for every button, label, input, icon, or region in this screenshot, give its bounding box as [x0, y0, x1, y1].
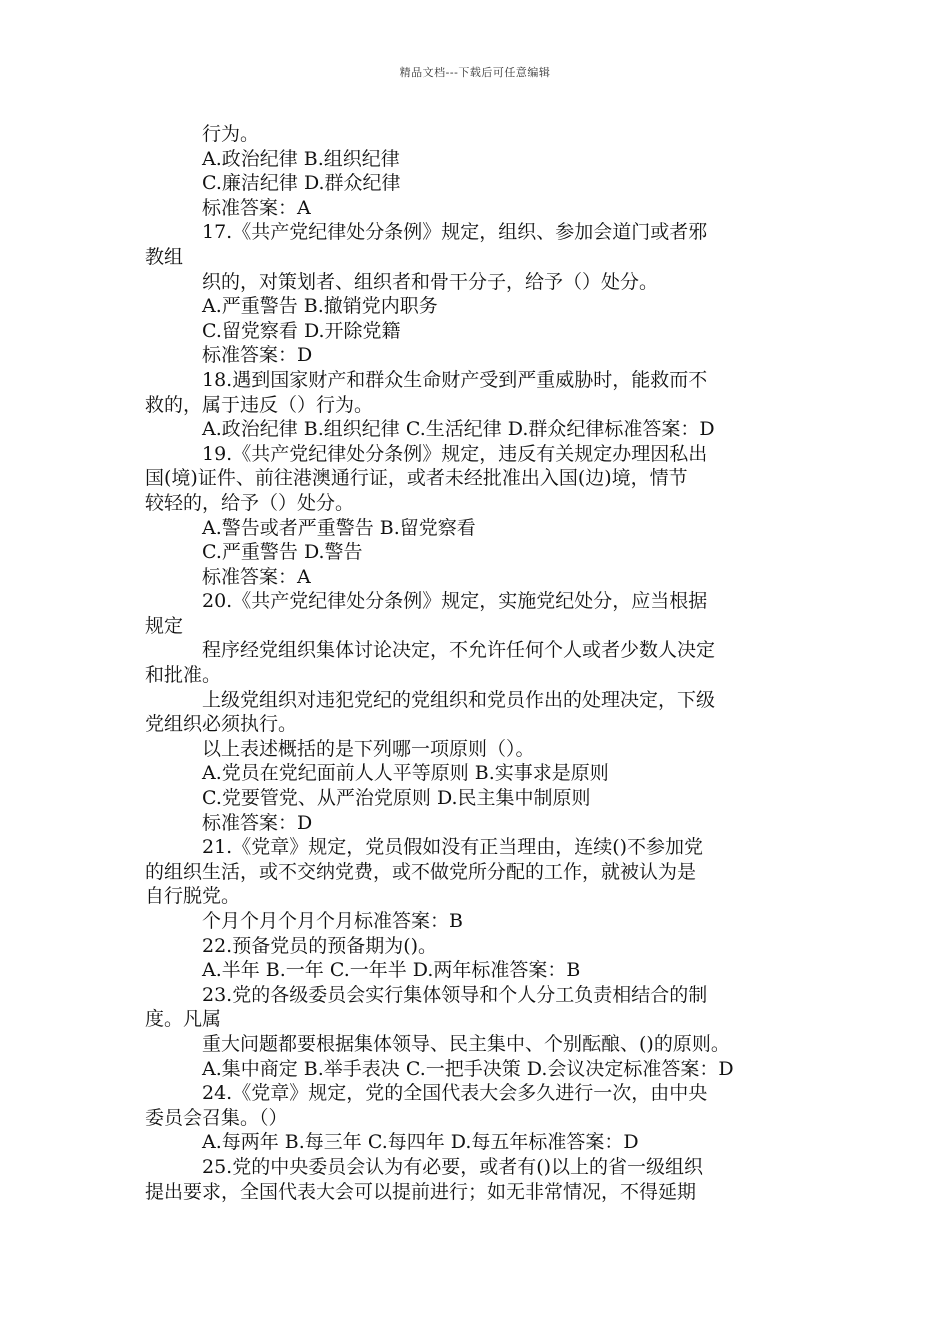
text-line: C.廉洁纪律 D.群众纪律: [202, 172, 401, 195]
text-line: C.党要管党、从严治党原则 D.民主集中制原则: [202, 787, 591, 810]
text-line: 委员会召集。（）: [145, 1106, 288, 1129]
text-line: 行为。: [202, 123, 260, 145]
text-line: 标准答案：D: [202, 811, 313, 834]
text-line: 救的，属于违反（）行为。: [145, 393, 374, 416]
text-line: 程序经党组织集体讨论决定，不允许任何个人或者少数人决定: [202, 639, 716, 662]
text-line: 织的，对策划者、组织者和骨干分子，给予（）处分。: [202, 270, 659, 293]
text-line: 标准答案：A: [202, 196, 311, 219]
text-line: 自行脱党。: [145, 885, 241, 908]
text-line: 和批准。: [145, 664, 222, 687]
document-body: [145, 122, 810, 1204]
text-line: A.政治纪律 B.组织纪律: [202, 147, 400, 170]
text-line: 22.预备党员的预备期为()。: [202, 934, 438, 957]
text-line: A.党员在党纪面前人人平等原则 B.实事求是原则: [202, 762, 609, 785]
text-line: 25.党的中央委员会认为有必要，或者有()以上的省一级组织: [202, 1155, 704, 1178]
text-line: A.警告或者严重警告 B.留党察看: [202, 516, 476, 539]
text-line: A.政治纪律 B.组织纪律 C.生活纪律 D.群众纪律标准答案：D: [202, 418, 715, 441]
text-line: A.每两年 B.每三年 C.每四年 D.每五年标准答案：D: [202, 1131, 639, 1154]
text-line: 以上表述概括的是下列哪一项原则（）。: [202, 737, 535, 760]
text-line: 标准答案：A: [202, 565, 311, 588]
text-line: 提出要求，全国代表大会可以提前进行；如无非常情况，不得延期: [145, 1180, 697, 1203]
text-line: 24.《党章》规定，党的全国代表大会多久进行一次，由中央: [202, 1082, 708, 1105]
text-line: 度。凡属: [145, 1008, 222, 1031]
text-line: 的组织生活，或不交纳党费，或不做党所分配的工作，就被认为是: [145, 860, 697, 883]
text-line: A.半年 B.一年 C.一年半 D.两年标准答案：B: [202, 959, 581, 982]
text-line: 规定: [145, 614, 184, 637]
text-line: 国(境)证件、前往港澳通行证，或者未经批准出入国(边)境，情节: [145, 467, 688, 490]
text-line: 重大问题都要根据集体领导、民主集中、个别酝酿、()的原则。: [202, 1032, 730, 1055]
text-line: 较轻的，给予（）处分。: [145, 491, 355, 514]
text-line: 19.《共产党纪律处分条例》规定，违反有关规定办理因私出: [202, 442, 708, 465]
text-line: A.集中商定 B.举手表决 C.一把手决策 D.会议决定标准答案：D: [202, 1057, 734, 1080]
text-line: 个月个月个月个月标准答案：B: [202, 910, 463, 932]
page-header: 精品文档---下载后可任意编辑: [399, 66, 551, 79]
text-line: 18.遇到国家财产和群众生命财产受到严重威胁时，能救而不: [202, 368, 708, 391]
text-line: 教组: [145, 245, 184, 268]
text-line: 21.《党章》规定，党员假如没有正当理由，连续()不参加党: [202, 836, 704, 859]
text-line: A.严重警告 B.撤销党内职务: [202, 295, 438, 318]
text-line: 党组织必须执行。: [145, 713, 298, 736]
text-line: C.严重警告 D.警告: [202, 541, 363, 564]
text-line: 20.《共产党纪律处分条例》规定，实施党纪处分，应当根据: [202, 590, 708, 613]
text-line: 17.《共产党纪律处分条例》规定，组织、参加会道门或者邪: [202, 221, 708, 244]
text-line: 上级党组织对违犯党纪的党组织和党员作出的处理决定，下级: [202, 688, 716, 711]
text-line: C.留党察看 D.开除党籍: [202, 319, 401, 342]
text-line: 23.党的各级委员会实行集体领导和个人分工负责相结合的制: [202, 983, 708, 1006]
text-line: 标准答案：D: [202, 344, 313, 367]
